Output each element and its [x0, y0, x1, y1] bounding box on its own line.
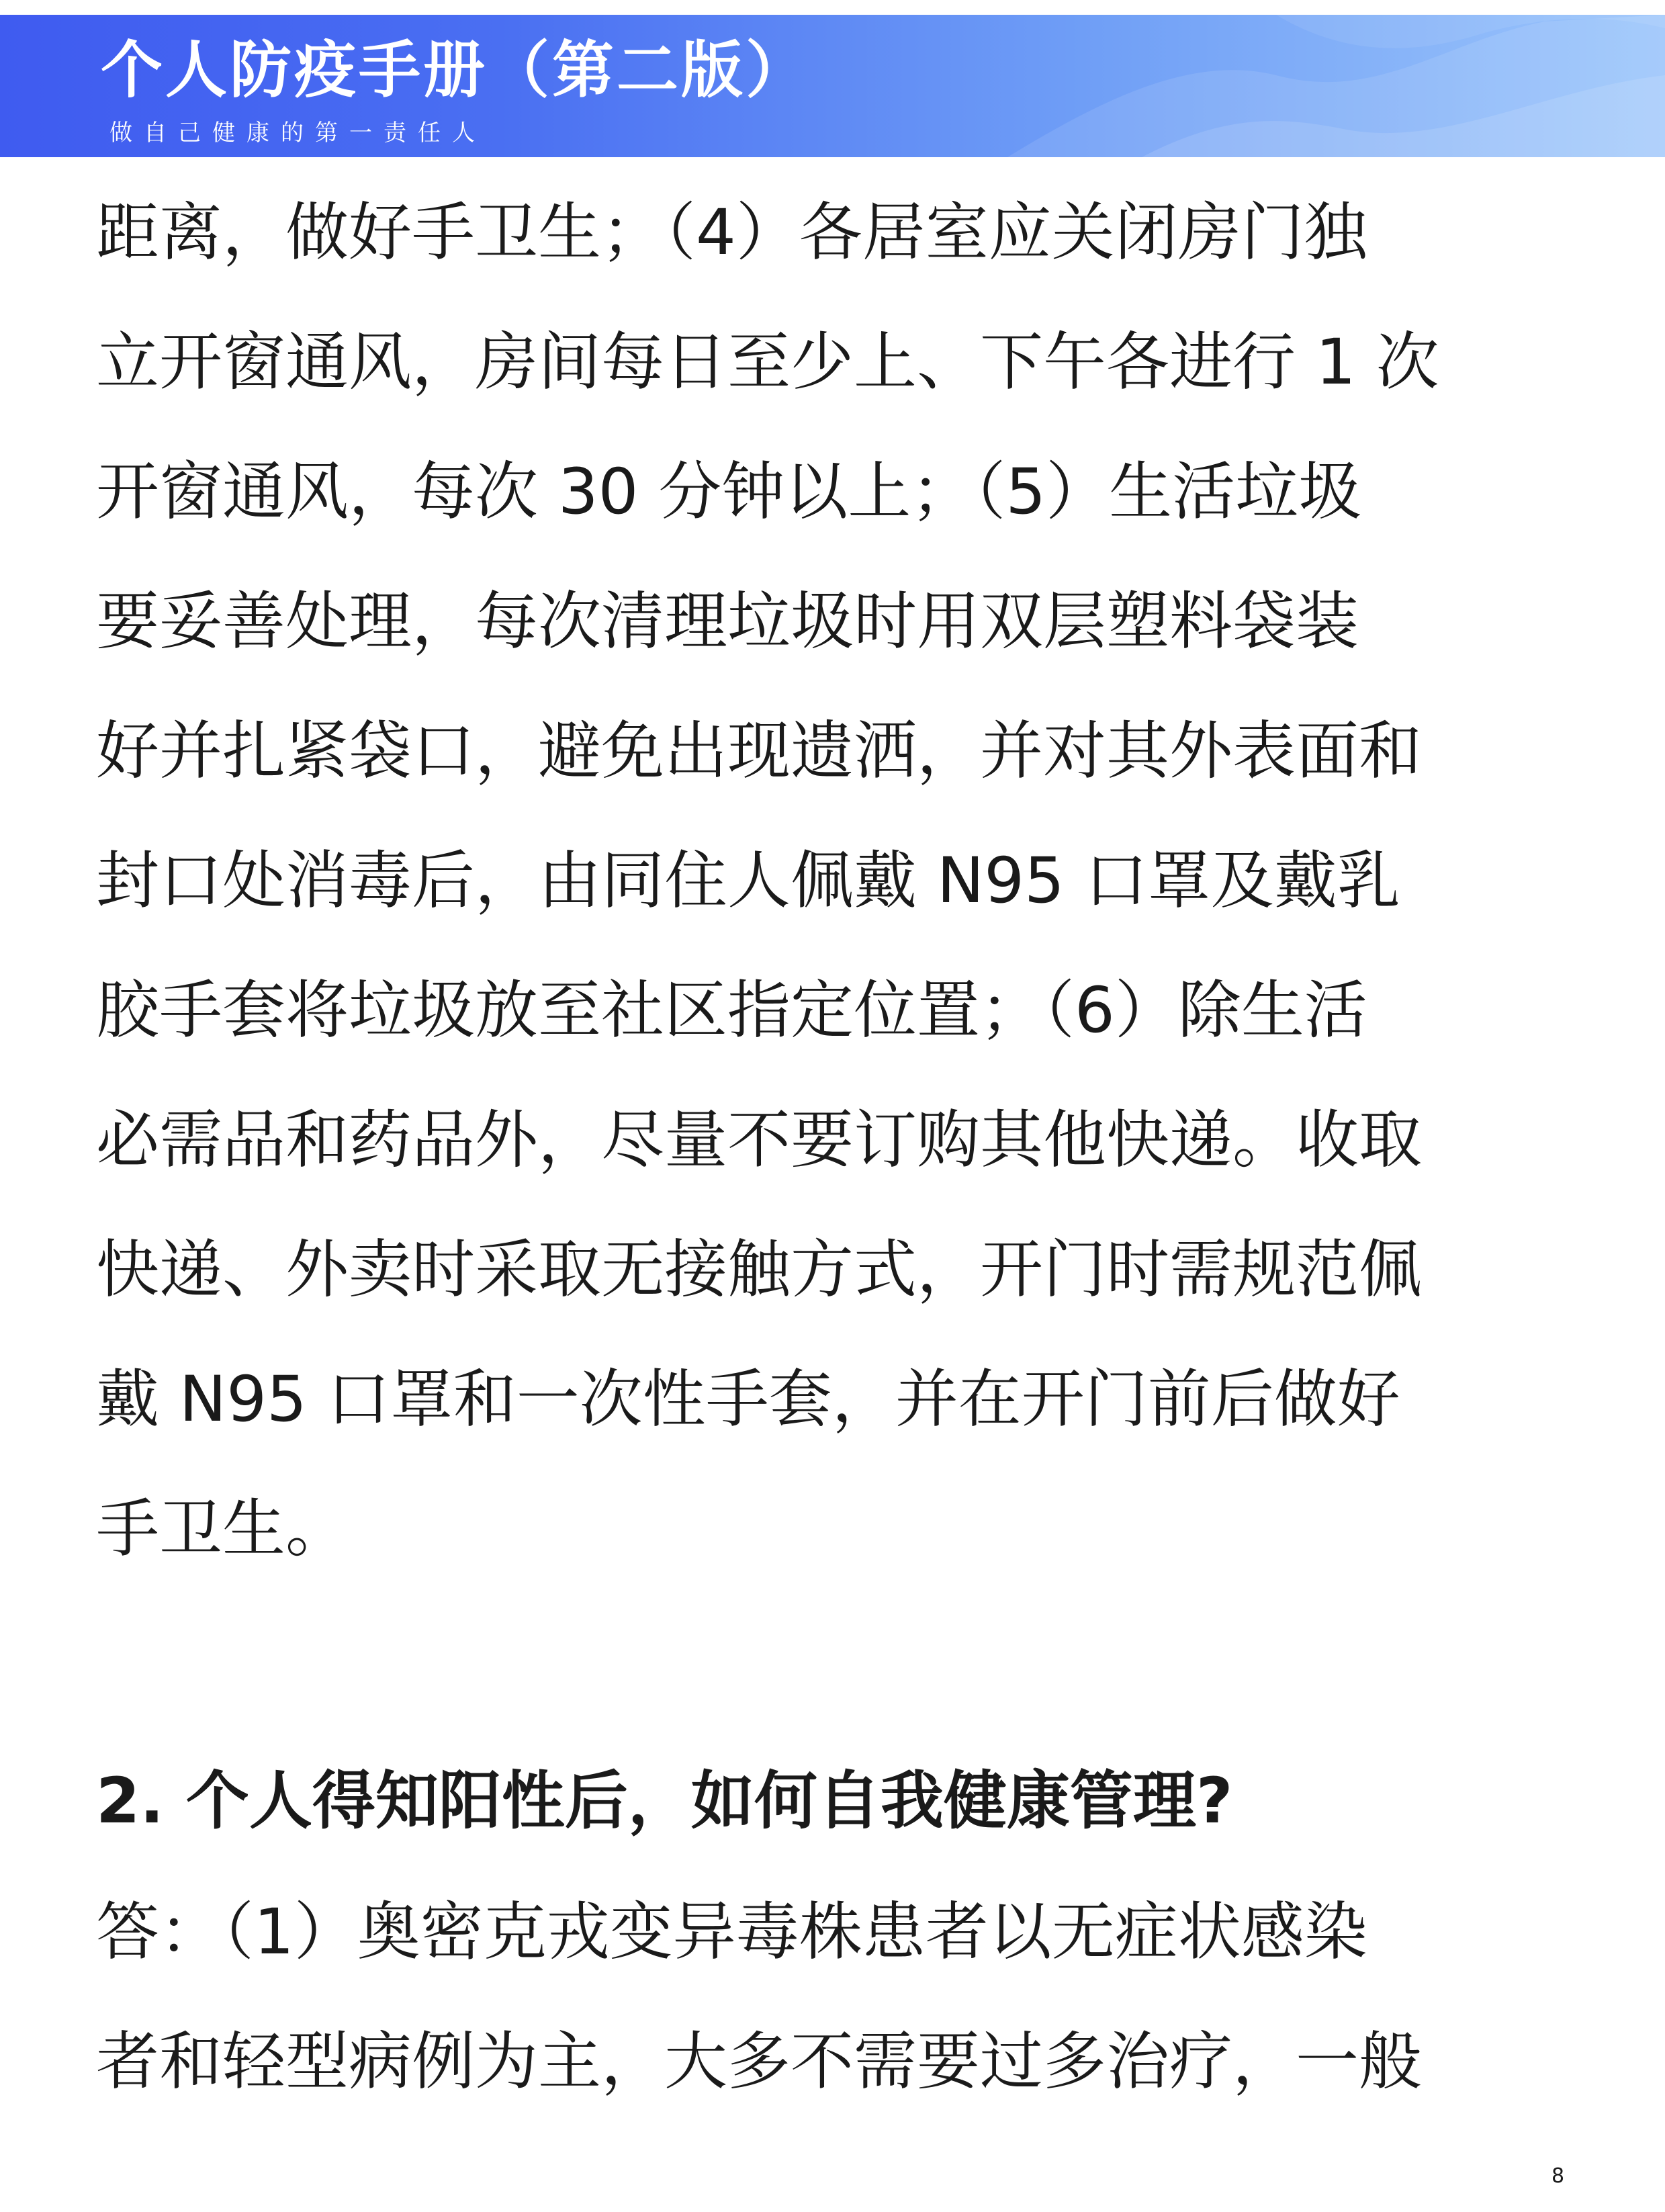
body-paragraph [96, 168, 1574, 1594]
paragraph-line: 快递、外卖时采取无接触方式，开门时需规范佩 [96, 1233, 1423, 1307]
paragraph-line: 封口处消毒后，由同住人佩戴 N95 口罩及戴乳 [96, 844, 1400, 918]
paragraph-line: 开窗通风，每次 30 分钟以上；（5）生活垃圾 [96, 455, 1362, 529]
answer-line: 者和轻型病例为主，大多不需要过多治疗，一般 [96, 2025, 1423, 2098]
page-number: 8 [1551, 2164, 1565, 2188]
paragraph-line: 必需品和药品外，尽量不要订购其他快递。收取 [96, 1104, 1423, 1177]
paragraph-line: 戴 N95 口罩和一次性手套，并在开门前后做好 [96, 1363, 1400, 1436]
paragraph-line: 立开窗通风，房间每日至少上、下午各进行 1 次 [96, 326, 1439, 399]
section-heading: 2. 个人得知阳性后，如何自我健康管理? [96, 1765, 1233, 1838]
header-banner [0, 15, 1665, 157]
handbook-subtitle: 做自己健康的第一责任人 [109, 120, 486, 146]
answer-line: 答：（1）奥密克戎变异毒株患者以无症状感染 [96, 1896, 1367, 1969]
answer-paragraph [96, 1867, 1574, 2127]
paragraph-line: 好并扎紧袋口，避免出现遗洒，并对其外表面和 [96, 715, 1423, 788]
handbook-title: 个人防疫手册（第二版） [101, 34, 811, 106]
paragraph-line: 距离，做好手卫生；（4）各居室应关闭房门独 [96, 196, 1367, 269]
paragraph-line: 手卫生。 [96, 1493, 349, 1566]
paragraph-line: 胶手套将垃圾放至社区指定位置；（6）除生活 [96, 974, 1367, 1047]
paragraph-line: 要妥善处理，每次清理垃圾时用双层塑料袋装 [96, 585, 1359, 658]
